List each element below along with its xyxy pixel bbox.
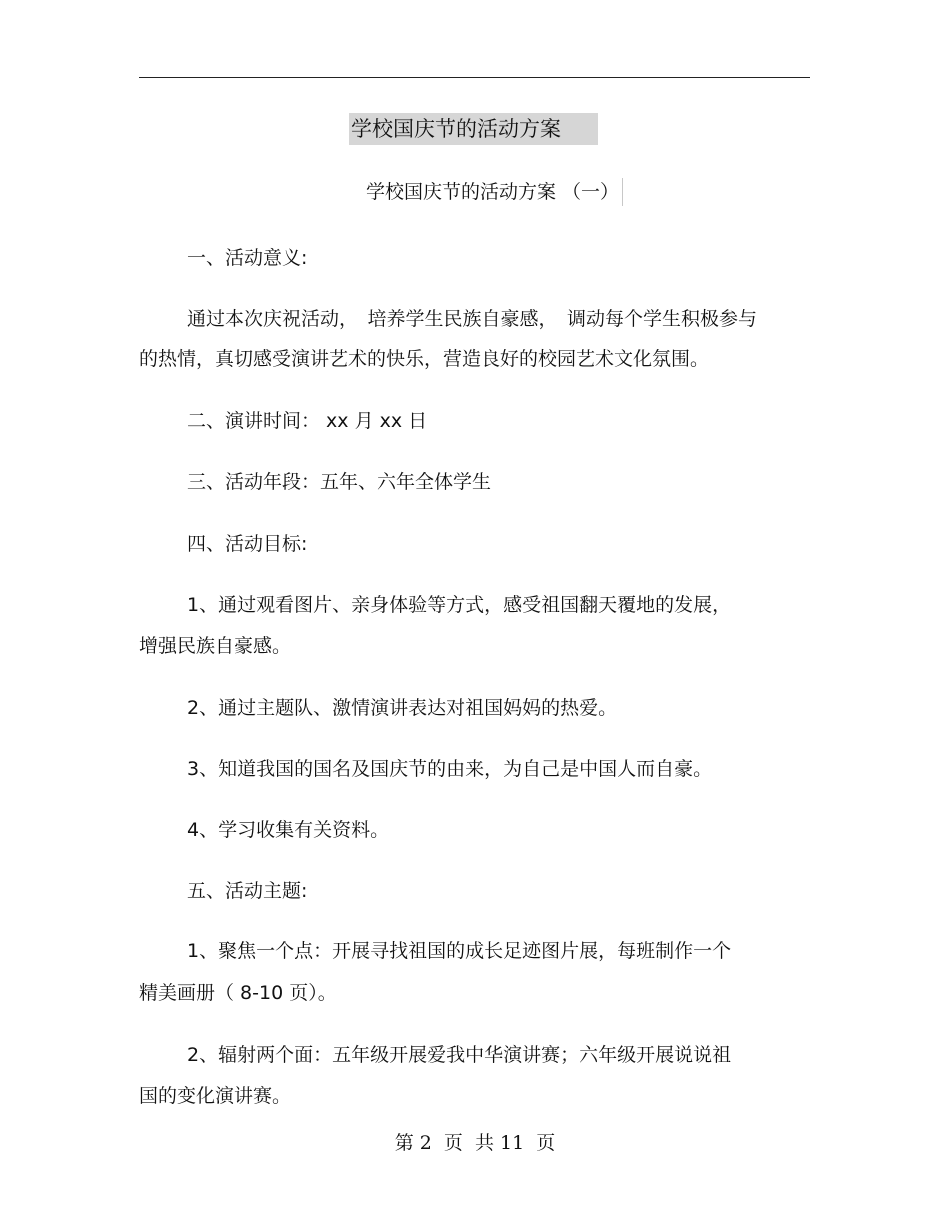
list-item-line: 增强民族自豪感。 [139, 635, 292, 657]
section-heading-time: 二、演讲时间： xx 月 xx 日 [187, 410, 428, 432]
list-item-line: 精美画册（ 8-10 页）。 [139, 982, 337, 1004]
list-item-line: 1、聚焦一个点：开展寻找祖国的成长足迹图片展，每班制作一个 [187, 940, 732, 962]
document-title: 学校国庆节的活动方案 [349, 113, 598, 145]
list-item-line: 2、通过主题队、激情演讲表达对祖国妈妈的热爱。 [187, 697, 618, 719]
paragraph-line: 通过本次庆祝活动， 培养学生民族自豪感， 调动每个学生积极参与 [187, 308, 758, 330]
section-heading-grades: 三、活动年段：五年、六年全体学生 [187, 471, 492, 493]
list-item-line: 1、通过观看图片、亲身体验等方式，感受祖国翻天覆地的发展， [187, 594, 732, 616]
list-item-line: 4、学习收集有关资料。 [187, 819, 390, 841]
list-item-line: 2、辐射两个面：五年级开展爱我中华演讲赛；六年级开展说说祖 [187, 1044, 732, 1066]
section-heading-themes: 五、活动主题: [187, 880, 308, 902]
section-heading-purpose: 一、活动意义: [187, 247, 308, 269]
page-number-footer: 第 2 页 共 11 页 [394, 1132, 556, 1154]
list-item-line: 3、知道我国的国名及国庆节的由来，为自己是中国人而自豪。 [187, 758, 713, 780]
paragraph-line: 的热情，真切感受演讲艺术的快乐，营造良好的校园艺术文化氛围。 [139, 348, 710, 370]
header-rule [139, 77, 810, 78]
document-subtitle: 学校国庆节的活动方案 （一） [366, 178, 623, 206]
list-item-line: 国的变化演讲赛。 [139, 1085, 292, 1107]
section-heading-goals: 四、活动目标: [187, 533, 308, 555]
